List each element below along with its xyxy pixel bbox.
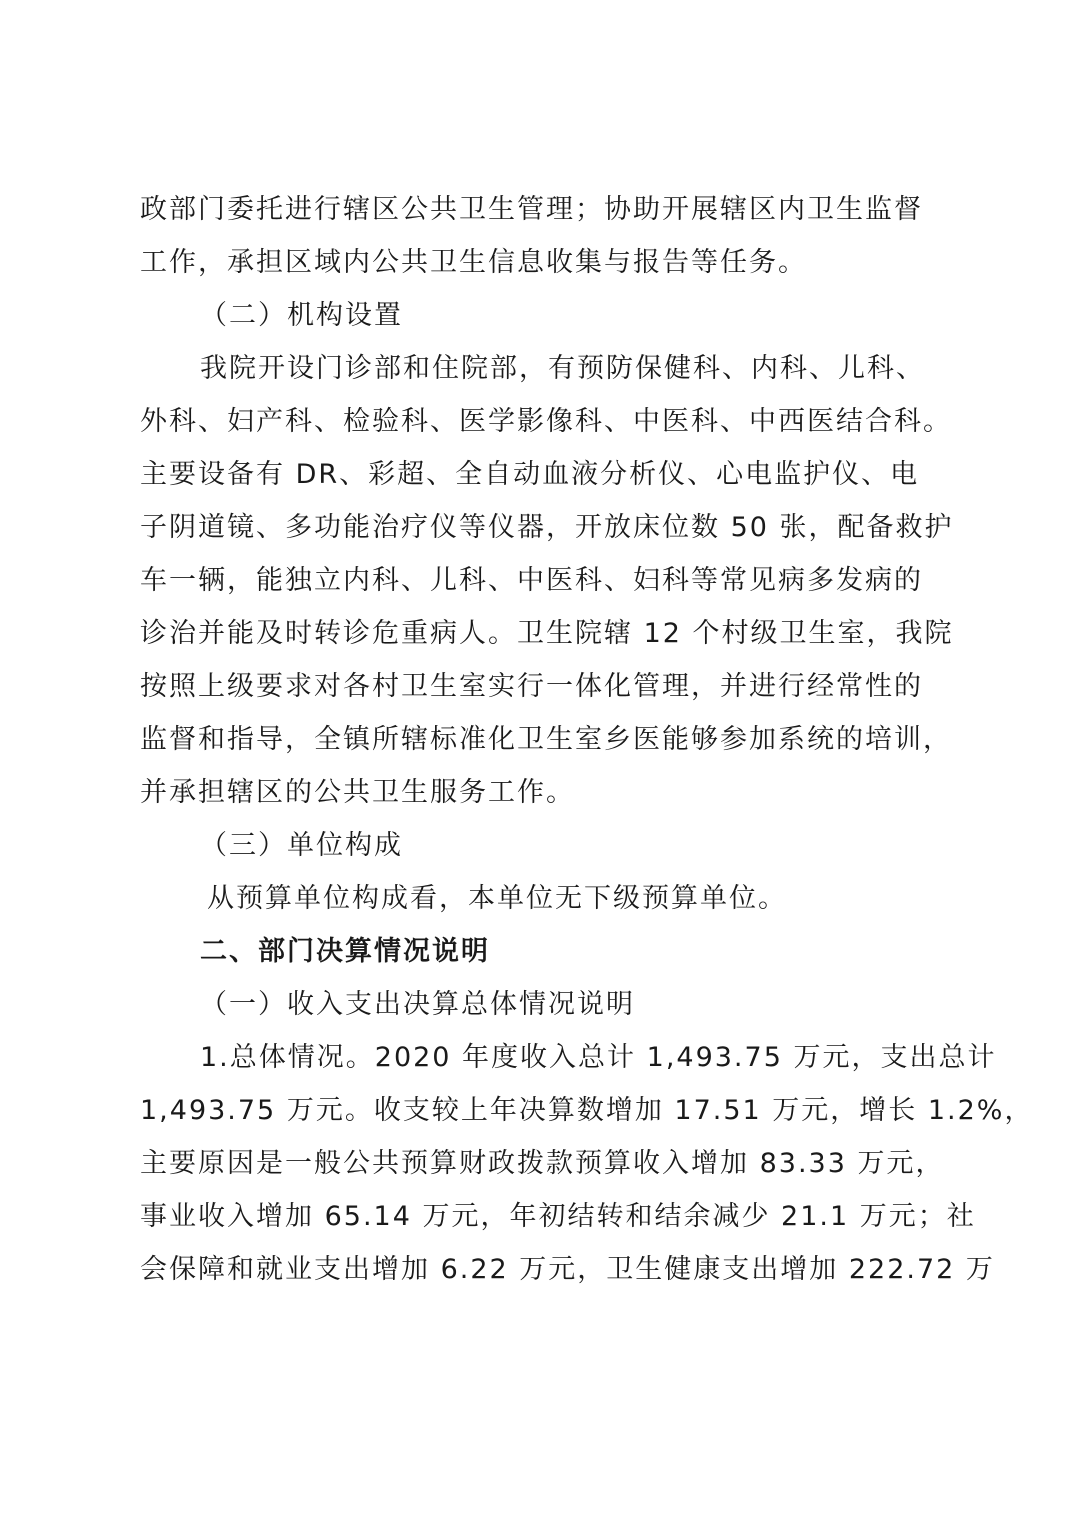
body-text-line: 子阴道镜、多功能治疗仪等仪器，开放床位数 50 张，配备救护 [140, 512, 954, 543]
body-text-line: 从预算单位构成看，本单位无下级预算单位。 [207, 883, 787, 914]
section-heading-income-expenditure: （一）收入支出决算总体情况说明 [200, 989, 635, 1020]
body-text-line: 外科、妇产科、检验科、医学影像科、中医科、中西医结合科。 [140, 406, 952, 437]
body-text-line: 1.总体情况。2020 年度收入总计 1,493.75 万元，支出总计 [200, 1042, 997, 1073]
body-text-line: 车一辆，能独立内科、儿科、中医科、妇科等常见病多发病的 [140, 565, 923, 596]
chapter-heading-final-accounts: 二、部门决算情况说明 [200, 936, 490, 967]
section-heading-unit-composition: （三）单位构成 [200, 830, 403, 861]
body-text-line: 政部门委托进行辖区公共卫生管理；协助开展辖区内卫生监督 [140, 194, 923, 225]
body-text-line: 会保障和就业支出增加 6.22 万元，卫生健康支出增加 222.72 万 [140, 1254, 995, 1285]
body-text-line: 按照上级要求对各村卫生室实行一体化管理，并进行经常性的 [140, 671, 923, 702]
body-text-line: 主要原因是一般公共预算财政拨款预算收入增加 83.33 万元， [140, 1148, 945, 1179]
body-text-line: 工作，承担区域内公共卫生信息收集与报告等任务。 [140, 247, 807, 278]
body-text-line: 事业收入增加 65.14 万元，年初结转和结余减少 21.1 万元；社 [140, 1201, 976, 1232]
body-text-line: 1,493.75 万元。收支较上年决算数增加 17.51 万元，增长 1.2%， [140, 1095, 1034, 1126]
section-heading-institution-setup: （二）机构设置 [200, 300, 403, 331]
body-text-line: 主要设备有 DR、彩超、全自动血液分析仪、心电监护仪、电 [140, 459, 920, 490]
body-text-line: 并承担辖区的公共卫生服务工作。 [140, 777, 575, 808]
body-text-line: 我院开设门诊部和住院部，有预防保健科、内科、儿科、 [200, 353, 925, 384]
body-text-line: 诊治并能及时转诊危重病人。卫生院辖 12 个村级卫生室，我院 [140, 618, 954, 649]
body-text-line: 监督和指导，全镇所辖标准化卫生室乡医能够参加系统的培训， [140, 724, 952, 755]
